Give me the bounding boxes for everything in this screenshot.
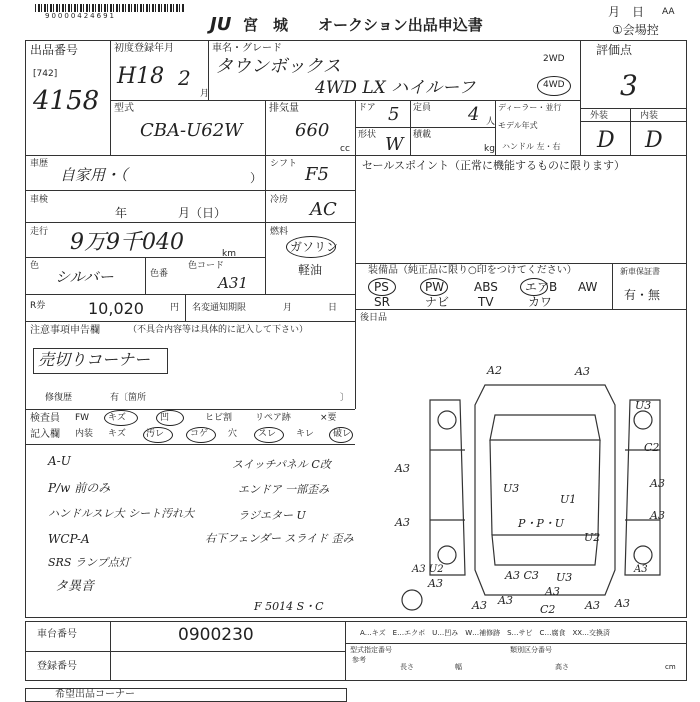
sale-stamp: 売切りコーナー bbox=[38, 350, 151, 369]
dent-circle bbox=[156, 410, 184, 426]
name-change-label: 名変通知期限 bbox=[192, 303, 247, 313]
color-value: シルバー bbox=[55, 268, 114, 286]
field-g: cm bbox=[665, 663, 676, 671]
first-reg-month: 2 bbox=[178, 66, 191, 90]
mark-18: C2 bbox=[540, 603, 556, 616]
mark-21: A3 bbox=[615, 597, 630, 610]
capacity-value: 4 bbox=[468, 104, 480, 125]
shift-label: シフト bbox=[270, 159, 298, 169]
model-value: CBA-U62W bbox=[140, 120, 243, 141]
registration-label: 登録番号 bbox=[37, 661, 77, 672]
equipment-label: 装備品（純正品に限り○印をつけてください） bbox=[368, 265, 577, 276]
interior-label: 内装 bbox=[640, 111, 659, 121]
doors-value: 5 bbox=[388, 104, 400, 125]
mark-13: A3 U2 bbox=[412, 564, 444, 575]
equip-sr: SR bbox=[374, 295, 390, 309]
exterior-label: 外装 bbox=[590, 111, 609, 121]
stain-circle bbox=[143, 427, 173, 443]
note-3: ハンドルスレ大 シート汚れ大 bbox=[48, 507, 195, 520]
note-10: 右下フェンダー スライド 歪み bbox=[205, 532, 354, 545]
equip-abs: ABS bbox=[474, 280, 498, 294]
mark-3: U3 bbox=[503, 482, 520, 495]
equip-aw: AW bbox=[578, 280, 598, 294]
notes-sub: （不具合内容等は具体的に記入して下さい） bbox=[128, 325, 309, 335]
inspector-crack: ヒビ割 bbox=[205, 413, 233, 423]
mark-1: A2 bbox=[487, 364, 502, 377]
entry-burn: コゲ bbox=[190, 429, 209, 439]
field-b: 参考 bbox=[352, 656, 366, 664]
inspector-repair: リペア跡 bbox=[255, 413, 291, 423]
recycle-label: R券 bbox=[30, 301, 46, 311]
chassis-value: 0900230 bbox=[178, 625, 254, 645]
equip-airbag: エアB bbox=[525, 280, 558, 294]
entry-label: 記入欄 bbox=[30, 429, 60, 440]
brand-logo: JU bbox=[210, 14, 232, 35]
rub-circle bbox=[254, 427, 284, 443]
repair-close: 〕 bbox=[340, 393, 350, 403]
first-reg-unit: 月 bbox=[200, 89, 210, 99]
mark-6: A3 bbox=[395, 462, 410, 475]
later-label: 後日品 bbox=[360, 313, 388, 323]
color-number-label: 色番 bbox=[150, 269, 169, 279]
field-e: 幅 bbox=[455, 663, 462, 671]
barcode bbox=[35, 4, 185, 12]
equip-ps: PS bbox=[374, 280, 389, 294]
fuel-label: 燃料 bbox=[270, 227, 289, 237]
mark-9: A3 bbox=[395, 516, 410, 529]
burn-circle bbox=[186, 427, 216, 443]
mark-16: A3 C3 bbox=[505, 569, 539, 582]
exterior-grade: D bbox=[597, 128, 615, 153]
note-5: SRS ランプ点灯 bbox=[48, 556, 130, 569]
color-label: 色 bbox=[30, 261, 40, 271]
inspector-required: ×要 bbox=[320, 413, 337, 423]
displacement-value: 660 bbox=[295, 120, 330, 141]
car-name: タウンボックス bbox=[215, 56, 341, 77]
interior-grade: D bbox=[645, 128, 663, 153]
displacement-unit: cc bbox=[340, 144, 350, 154]
note-9: ラジエター U bbox=[238, 509, 306, 522]
notes-label: 注意事項申告欄 bbox=[30, 325, 100, 336]
note-7: スイッチパネル C改 bbox=[232, 458, 331, 471]
aircon-value: AC bbox=[310, 199, 337, 220]
fuel-gasoline: ガソリン bbox=[290, 240, 339, 254]
recycle-value: 10,020 bbox=[88, 299, 144, 318]
lot-label: 出品番号 bbox=[30, 43, 79, 57]
field-c: 類別区分番号 bbox=[510, 646, 552, 654]
mark-11: P・P・U bbox=[518, 517, 565, 530]
entry-torn: 破レ bbox=[333, 429, 352, 439]
aircon-label: 冷房 bbox=[270, 195, 289, 205]
model-year-label: モデル年式 bbox=[498, 121, 538, 130]
entry-stain: 汚レ bbox=[146, 429, 165, 439]
lot-sub: [742] bbox=[33, 69, 58, 79]
doors-label: ドア bbox=[358, 103, 376, 113]
history-close: ） bbox=[250, 171, 263, 185]
note-6: タ異音 bbox=[55, 579, 95, 594]
capacity-unit: 人 bbox=[486, 117, 496, 127]
insurance-options: 有・無 bbox=[624, 288, 661, 302]
repair-label: 修復歴 bbox=[45, 393, 73, 403]
copy-label: ①会場控 bbox=[612, 23, 659, 37]
shape-value: W bbox=[385, 134, 404, 155]
inspection-year: 年 bbox=[115, 206, 128, 220]
model-label: 型式 bbox=[114, 103, 134, 114]
fuel-diesel: 軽油 bbox=[298, 263, 323, 277]
field-a: 型式指定番号 bbox=[350, 646, 392, 654]
lot-number: 4158 bbox=[33, 86, 100, 116]
history-label: 車歴 bbox=[30, 159, 49, 169]
mark-4: C2 bbox=[644, 441, 660, 454]
mark-12: U2 bbox=[584, 531, 601, 544]
scratch-circle bbox=[104, 410, 138, 426]
inspector-label: 検査員 bbox=[30, 413, 60, 424]
entry-scratch: キズ bbox=[108, 429, 126, 439]
field-d: 長さ bbox=[400, 663, 414, 671]
note-8: エンドア 一部歪み bbox=[238, 483, 330, 496]
mark-2: A3 bbox=[575, 365, 590, 378]
entry-hole: 穴 bbox=[228, 429, 238, 439]
evaluation-label: 評価点 bbox=[596, 43, 633, 57]
mark-14: A3 bbox=[472, 599, 487, 612]
date-label: 月 日 bbox=[608, 5, 645, 19]
drive-label: 2WD bbox=[543, 54, 565, 64]
auction-title: 宮 城 bbox=[243, 16, 289, 34]
inspector-fw: FW bbox=[75, 413, 90, 423]
load-label: 積載 bbox=[413, 130, 432, 140]
dealer-label: ディーラー・並行 bbox=[498, 103, 562, 112]
mark-22: A3 bbox=[585, 599, 600, 612]
inspector-scratch: キズ bbox=[108, 413, 126, 423]
equip-tv: TV bbox=[478, 295, 494, 309]
form-title: オークション出品申込書 bbox=[318, 16, 483, 34]
equip-navi: ナビ bbox=[425, 295, 450, 309]
handle-label: ハンドル 左・右 bbox=[502, 142, 561, 151]
inspector-dent: 凹 bbox=[160, 413, 170, 423]
mileage-label: 走行 bbox=[30, 227, 49, 237]
mark-19: A3 bbox=[428, 577, 443, 590]
mark-8: U1 bbox=[560, 493, 577, 506]
inspection-label: 車検 bbox=[30, 195, 49, 205]
torn-circle bbox=[329, 427, 353, 443]
entry-rub: スレ bbox=[258, 429, 277, 439]
note-1: A-U bbox=[48, 454, 71, 468]
displacement-label: 排気量 bbox=[269, 103, 299, 114]
color-code: A31 bbox=[218, 274, 248, 292]
mark-15: A3 bbox=[634, 564, 648, 575]
mileage-value: 9万9千040 bbox=[70, 230, 184, 255]
footer-label: 希望出品コーナー bbox=[55, 689, 135, 700]
mark-10: A3 bbox=[650, 509, 665, 522]
chassis-label: 車台番号 bbox=[37, 629, 77, 640]
note-2: P/w 前のみ bbox=[48, 481, 111, 495]
inspection-month: 月（日） bbox=[178, 206, 227, 220]
insurance-label: 新車保証書 bbox=[620, 267, 660, 276]
repair-value: 有〔箇所 bbox=[110, 393, 147, 403]
first-reg-label: 初度登録年月 bbox=[114, 43, 174, 54]
recycle-unit: 円 bbox=[170, 303, 180, 313]
mark-24: F 5014 S・C bbox=[254, 600, 324, 613]
sales-point-label: セールスポイント（正常に機能するものに限ります） bbox=[362, 159, 626, 172]
mark-7: U3 bbox=[635, 399, 652, 412]
mark-17: U3 bbox=[556, 571, 573, 584]
equip-pw: PW bbox=[425, 280, 445, 294]
mileage-unit: km bbox=[222, 249, 236, 259]
drive-value: 4WD bbox=[543, 80, 565, 90]
mark-20: A3 bbox=[498, 594, 513, 607]
history-value: 自家用・（ bbox=[60, 166, 128, 184]
first-reg-era: H18 bbox=[117, 64, 165, 89]
color-code-label: 色コード bbox=[188, 261, 225, 271]
shape-label: 形状 bbox=[358, 130, 377, 140]
barcode-number: 90000424691 bbox=[45, 12, 116, 20]
field-f: 高さ bbox=[555, 663, 569, 671]
mark-5: A3 bbox=[650, 477, 665, 490]
capacity-label: 定員 bbox=[413, 103, 432, 113]
car-name-label: 車名・グレード bbox=[212, 43, 282, 54]
entry-cut: キレ bbox=[296, 429, 314, 439]
legend: A…キズ E…エクボ U…凹み W…補修跡 S…サビ C…腐食 XX…交換済 bbox=[360, 629, 611, 637]
name-change-day: 日 bbox=[328, 303, 338, 313]
mark-23: A3 bbox=[545, 585, 560, 598]
load-unit: kg bbox=[484, 144, 495, 154]
entry-interior: 内装 bbox=[75, 429, 94, 439]
name-change-month: 月 bbox=[283, 303, 293, 313]
note-4: WCP-A bbox=[48, 532, 90, 546]
equip-leather: カワ bbox=[528, 295, 553, 309]
evaluation-score: 3 bbox=[620, 69, 638, 102]
aa-label: AA bbox=[662, 7, 675, 17]
car-grade: 4WD LX ハイルーフ bbox=[315, 78, 476, 98]
shift-value: F5 bbox=[305, 164, 329, 185]
